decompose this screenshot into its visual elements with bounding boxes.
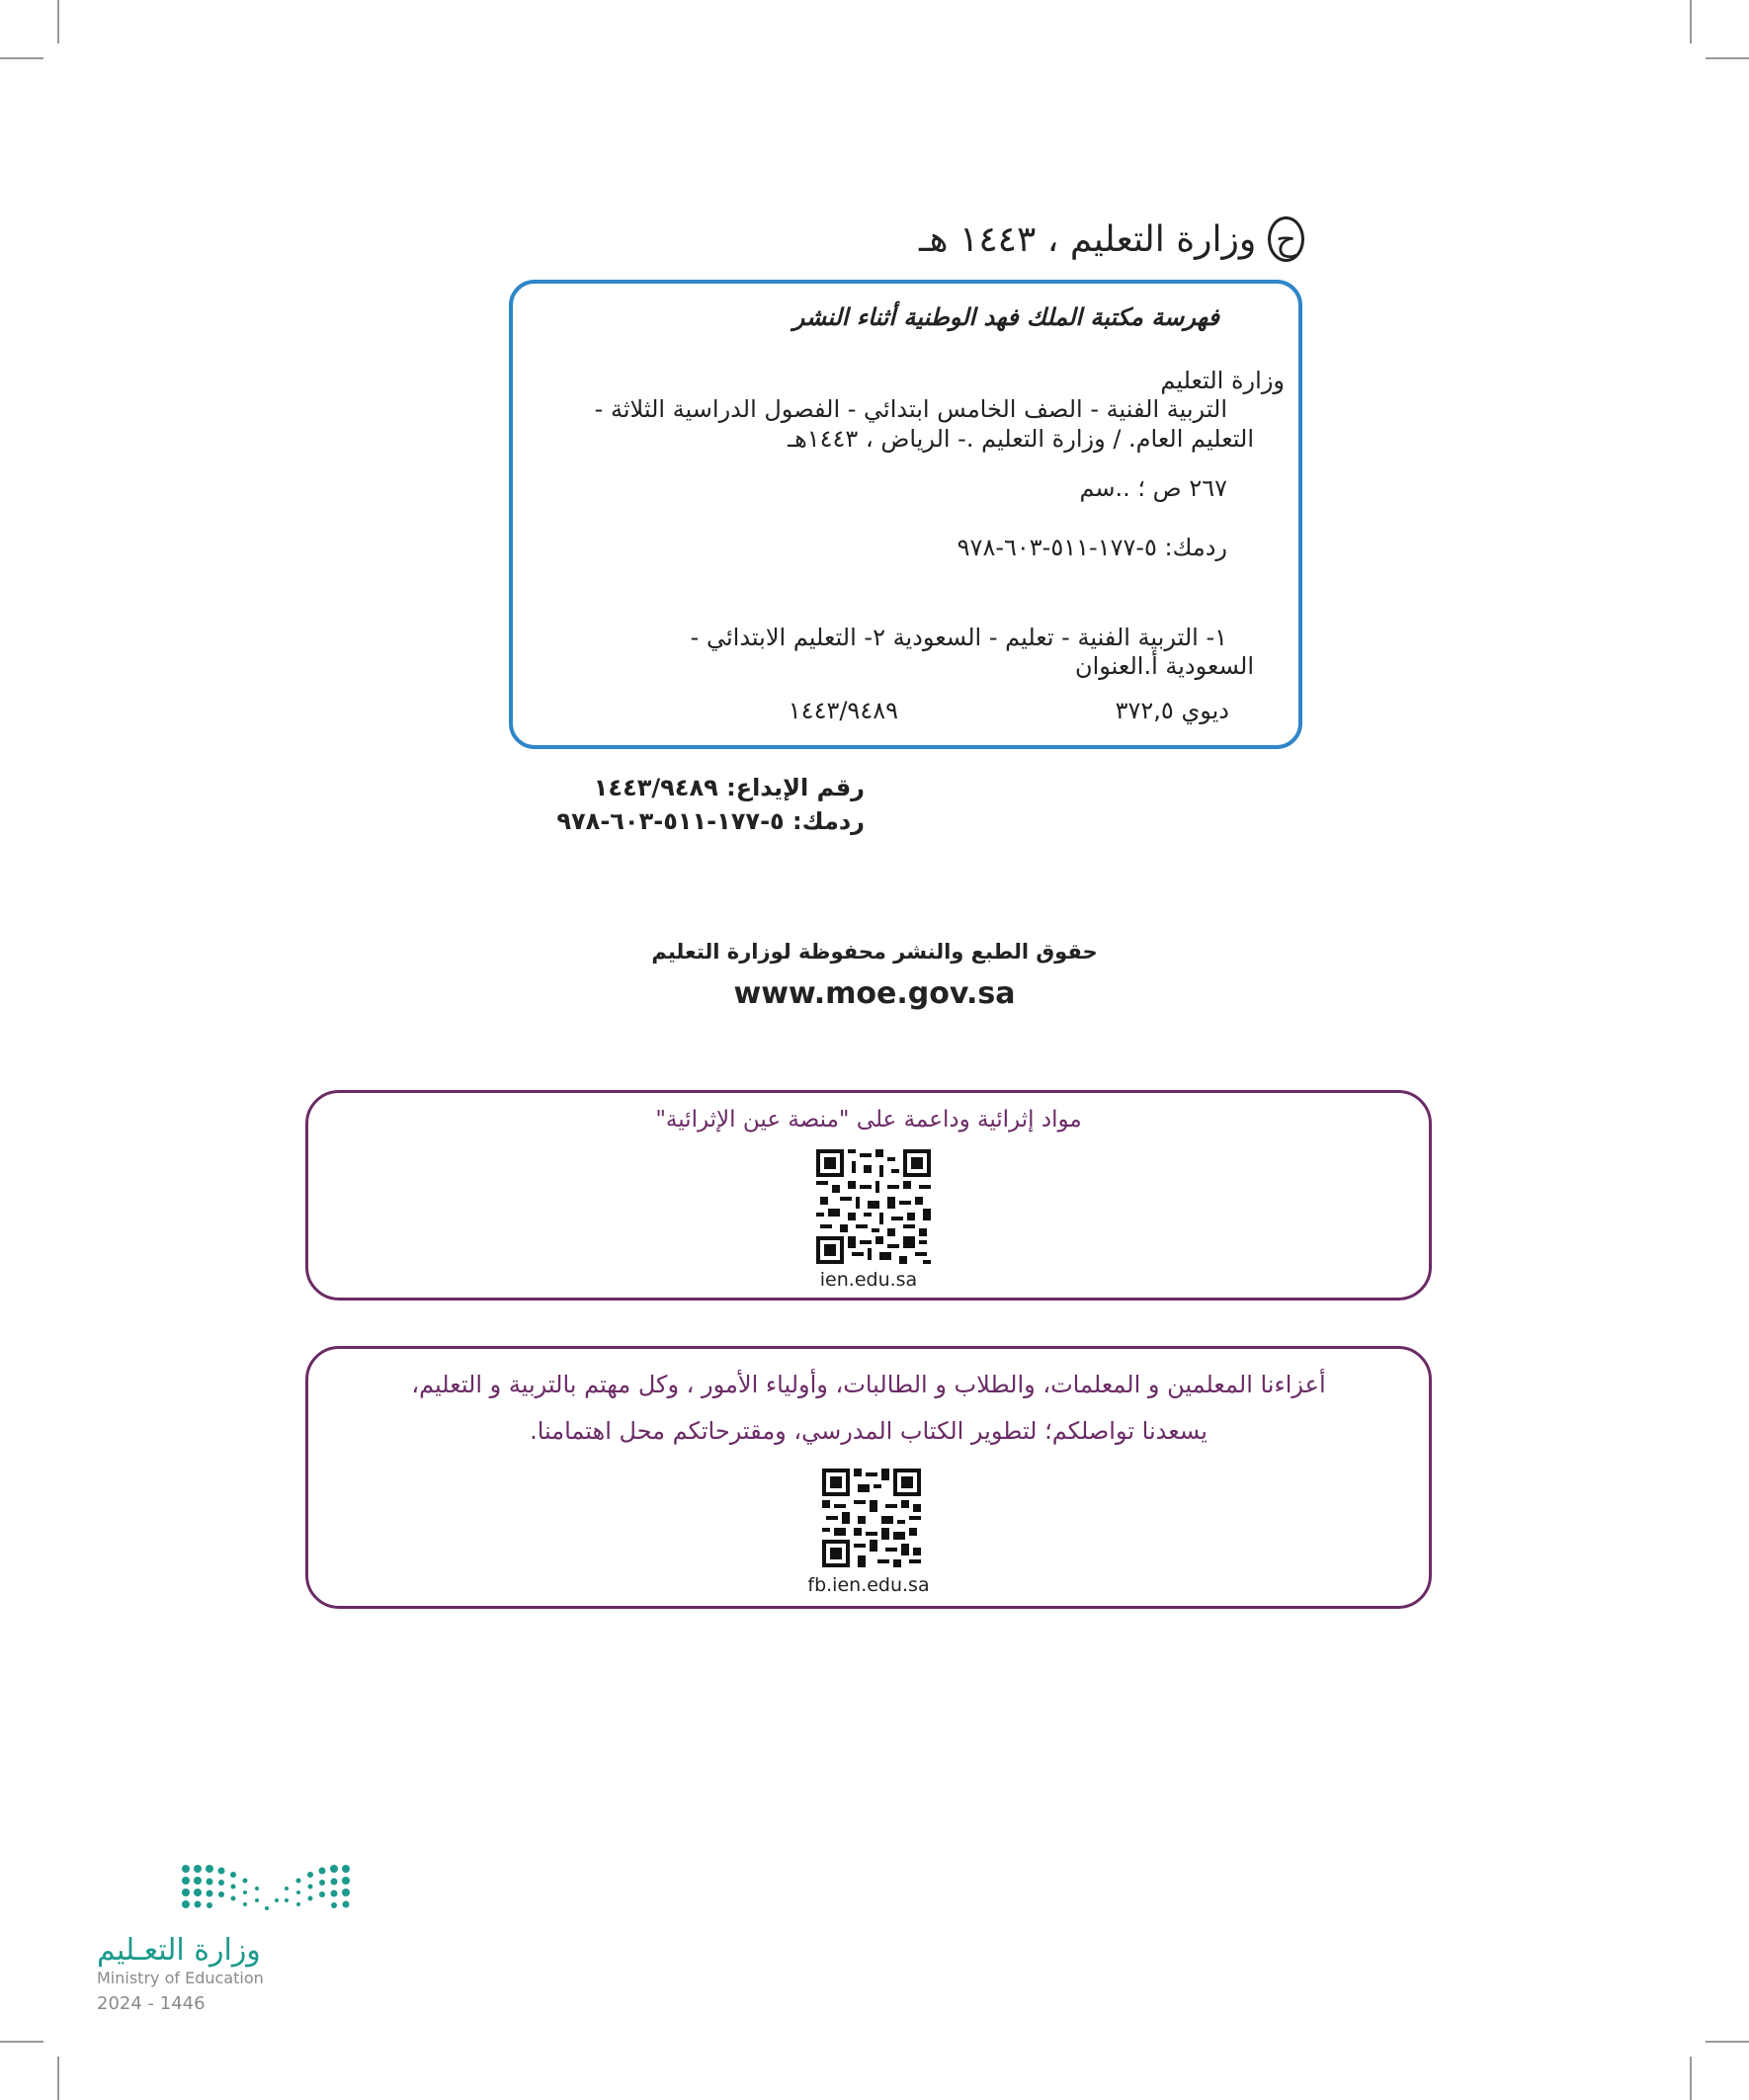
feedback-qr-code-icon[interactable]	[822, 1469, 921, 1567]
crop-mark	[1690, 0, 1692, 43]
catalog-author: وزارة التعليم	[1160, 367, 1285, 394]
catalog-pages: ٢٦٧ ص ؛ ..سم	[1079, 474, 1227, 502]
ministry-logo-dots-icon	[178, 1861, 356, 1920]
catalog-subjects-line-2: السعودية أ.العنوان	[1074, 652, 1254, 680]
catalog-dewey: ديوي ٣٧٢,٥	[1115, 697, 1229, 724]
catalog-isbn: ردمك: ٥-١٧٧-٥١١-٦٠٣-٩٧٨	[957, 534, 1227, 561]
ministry-logo-arabic: وزارة التعـليم	[97, 1933, 261, 1968]
crop-mark	[57, 0, 59, 43]
crop-mark	[0, 2041, 43, 2043]
deposit-block	[556, 771, 865, 838]
cataloging-box	[509, 280, 1302, 749]
deposit-isbn: ردمك: ٥-١٧٧-٥١١-٦٠٣-٩٧٨	[556, 807, 865, 835]
copyright-symbol: ح	[1268, 216, 1304, 262]
ien-platform-box	[305, 1090, 1432, 1301]
crop-mark	[0, 57, 43, 59]
feedback-line-1: أعزاءنا المعلمين و المعلمات، والطلاب و الطالبات، وأولياء الأمور ، وكل مهتم بالتربية و التعليم،	[411, 1371, 1326, 1398]
ministry-website-link[interactable]: www.moe.gov.sa	[733, 976, 1016, 1011]
deposit-number: رقم الإيداع: ١٤٤٣/٩٤٨٩	[593, 774, 865, 801]
copyright-text: وزارة التعليم ، ١٤٤٣ هـ	[919, 218, 1257, 260]
ministry-logo-english: Ministry of Education	[97, 1969, 264, 1987]
crop-mark	[1690, 2057, 1692, 2100]
ien-qr-code-icon[interactable]	[816, 1149, 931, 1264]
ien-caption: مواد إثرائية وداعمة على "منصة عين الإثرائية"	[655, 1107, 1082, 1133]
feedback-box	[305, 1346, 1432, 1609]
catalog-title-line-2: التعليم العام. / وزارة التعليم .- الرياض ، ١٤٤٣هـ	[788, 425, 1254, 453]
crop-mark	[1706, 2041, 1749, 2043]
feedback-line-2: يسعدنا تواصلكم؛ لتطوير الكتاب المدرسي، ومقترحاتكم محل اهتمامنا.	[530, 1417, 1208, 1445]
catalog-title: فهرسة مكتبة الملك فهد الوطنية أثناء النشر	[792, 303, 1219, 331]
ministry-logo-year: 2024 - 1446	[97, 1993, 206, 2014]
rights-notice: حقوق الطبع والنشر محفوظة لوزارة التعليم	[651, 940, 1098, 964]
crop-mark	[1706, 57, 1749, 59]
ien-url[interactable]: ien.edu.sa	[819, 1269, 918, 1291]
catalog-subjects-line-1: ١- التربية الفنية - تعليم - السعودية ٢- التعليم الابتدائي -	[690, 624, 1227, 651]
catalog-title-line-1: التربية الفنية - الصف الخامس ابتدائي - الفصول الدراسية الثلاثة -	[594, 395, 1227, 423]
feedback-url[interactable]: fb.ien.edu.sa	[807, 1574, 930, 1596]
crop-mark	[57, 2057, 59, 2100]
copyright-line	[919, 210, 1304, 269]
catalog-deposit-number: ١٤٤٣/٩٤٨٩	[788, 697, 898, 724]
